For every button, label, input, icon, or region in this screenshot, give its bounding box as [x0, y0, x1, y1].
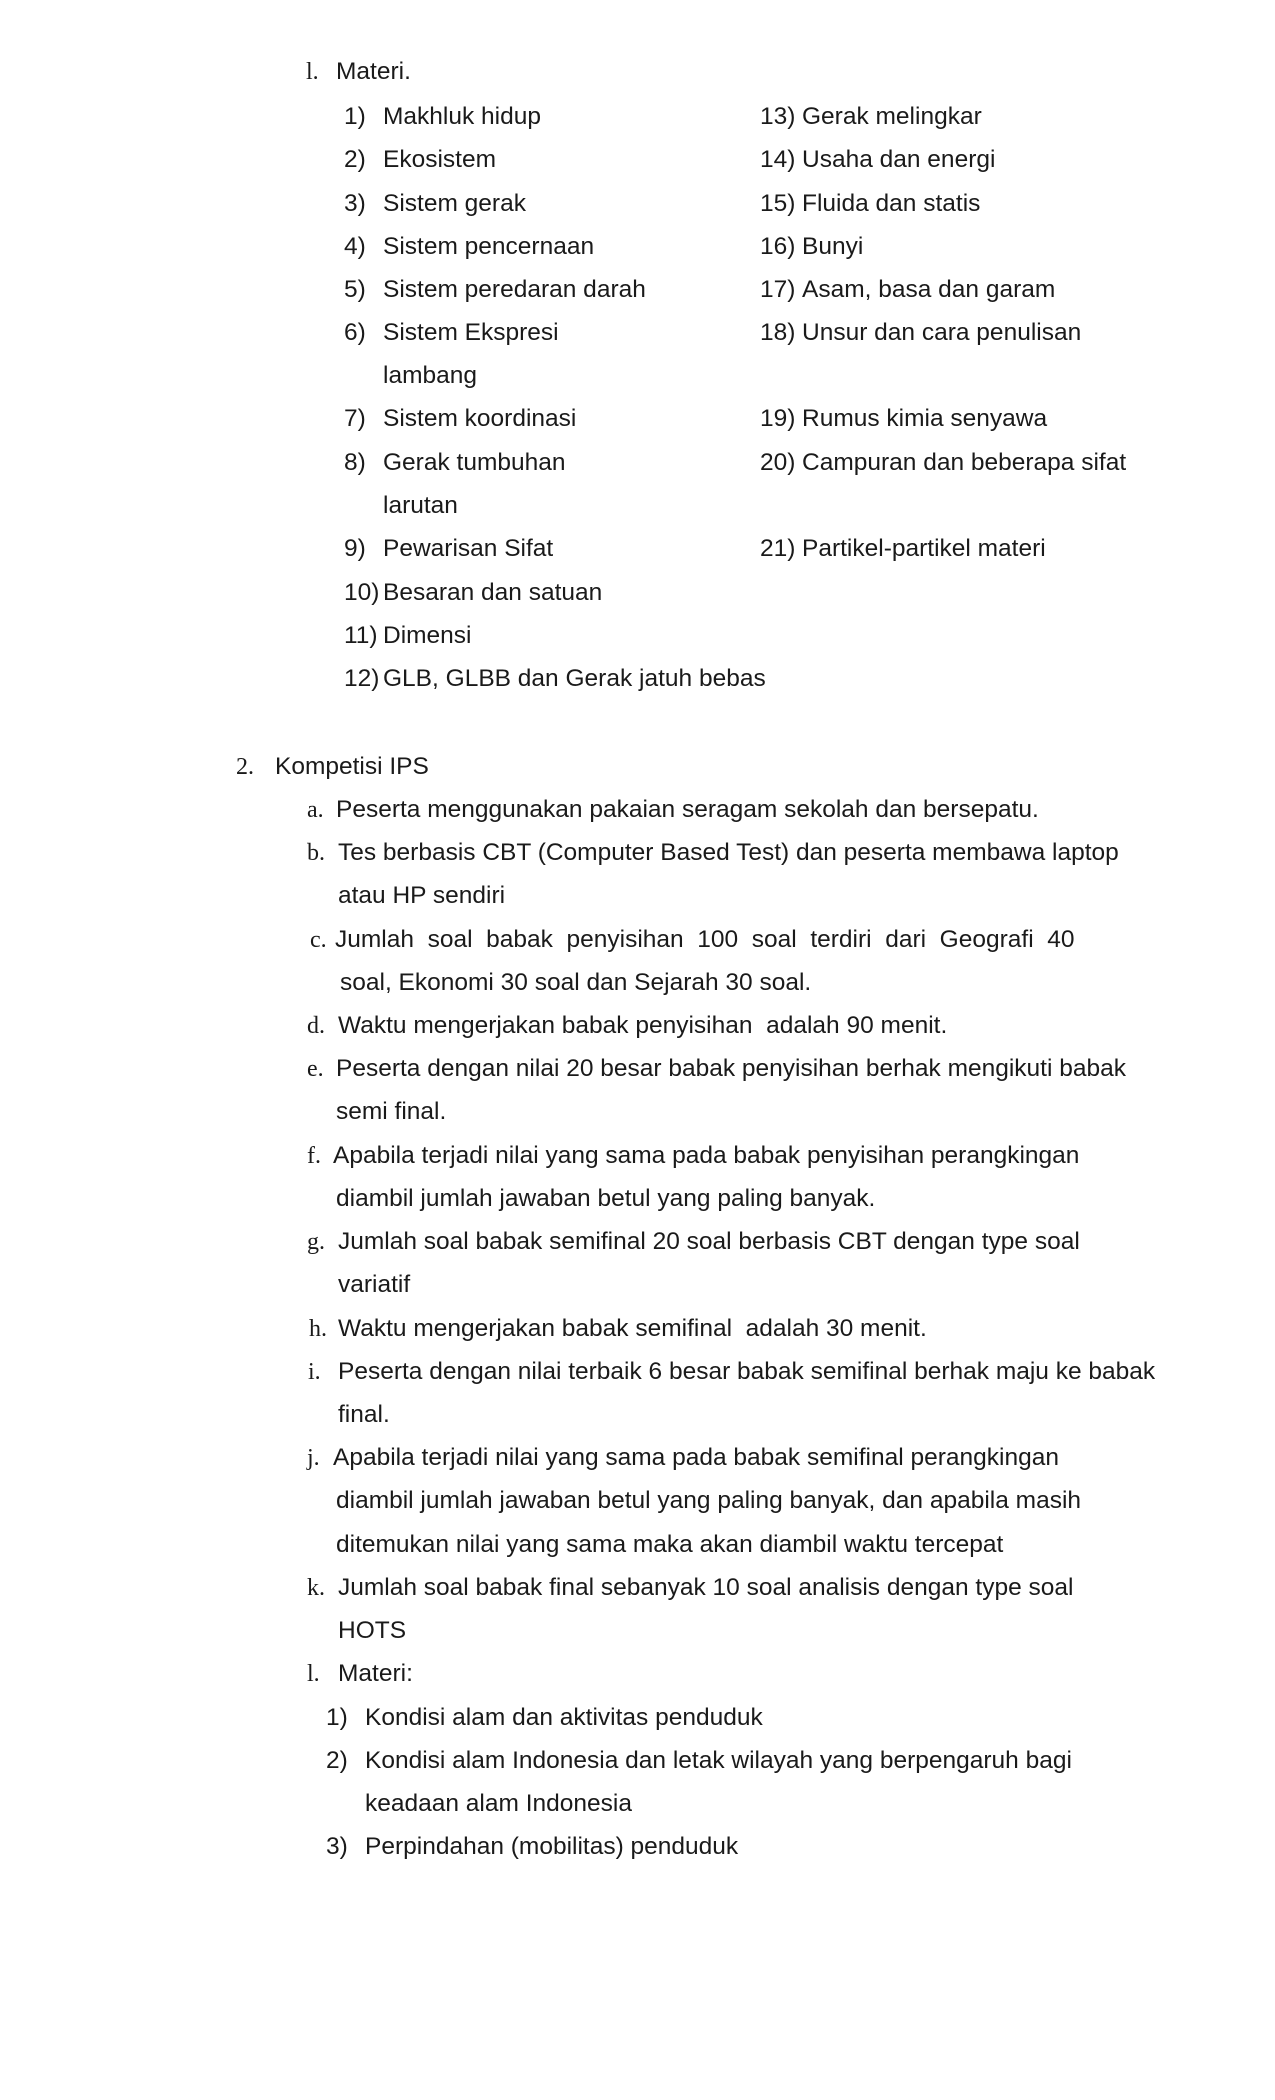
list-item: Kondisi alam Indonesia dan letak wilayah yang berpengaruh bagi [365, 1747, 1072, 1774]
list-number: 17) [760, 276, 796, 303]
rule-text: atau HP sendiri [338, 882, 506, 909]
list-number: 19) [760, 405, 796, 432]
rule-text: Apabila terjadi nilai yang sama pada babak penyisihan perangkingan [333, 1142, 1080, 1169]
rule-marker: f. [307, 1143, 321, 1169]
list-item: keadaan alam Indonesia [365, 1790, 632, 1817]
list-item: Perpindahan (mobilitas) penduduk [365, 1833, 739, 1860]
list-item: Gerak melingkar [802, 103, 982, 130]
rule-text: Jumlah soal babak semifinal 20 soal berbasis CBT dengan type soal [338, 1228, 1080, 1255]
list-item: Pewarisan Sifat [383, 535, 554, 562]
rule-text: Waktu mengerjakan babak penyisihan adalah 90 menit. [338, 1012, 948, 1039]
list-item: Rumus kimia senyawa [802, 405, 1048, 432]
list-number: 3) [344, 190, 366, 217]
rule-text: Tes berbasis CBT (Computer Based Test) dan peserta membawa laptop [338, 839, 1119, 866]
rule-marker: e. [307, 1056, 324, 1082]
list-number: 13) [760, 103, 796, 130]
list-item: Bunyi [802, 233, 864, 260]
rule-marker: k. [307, 1575, 325, 1601]
list-item: Sistem pencernaan [383, 233, 595, 260]
rule-marker: l. [307, 1661, 320, 1687]
list-item: GLB, GLBB dan Gerak jatuh bebas [383, 665, 766, 692]
rule-text: diambil jumlah jawaban betul yang paling banyak. [336, 1185, 876, 1212]
list-marker: l. [306, 59, 319, 85]
rule-marker: g. [307, 1229, 325, 1255]
rule-text: Waktu mengerjakan babak semifinal adalah 30 menit. [338, 1315, 927, 1342]
list-number: 12) [344, 665, 380, 692]
rule-text: Peserta menggunakan pakaian seragam sekolah dan bersepatu. [336, 796, 1039, 823]
rule-marker: b. [307, 840, 325, 866]
list-item: Sistem gerak [383, 190, 526, 217]
list-number: 6) [344, 319, 366, 346]
rule-marker: h. [309, 1316, 327, 1342]
list-item: Usaha dan energi [802, 146, 996, 173]
list-item: Besaran dan satuan [383, 579, 603, 606]
list-number: 16) [760, 233, 796, 260]
rule-text: Peserta dengan nilai terbaik 6 besar babak semifinal berhak maju ke babak [338, 1358, 1156, 1385]
list-number: 21) [760, 535, 796, 562]
rule-marker: d. [307, 1013, 325, 1039]
list-number: 1) [344, 103, 366, 130]
list-number: 15) [760, 190, 796, 217]
list-item: Sistem koordinasi [383, 405, 577, 432]
list-number: 14) [760, 146, 796, 173]
rule-marker: c. [310, 927, 327, 953]
rule-text: Peserta dengan nilai 20 besar babak penyisihan berhak mengikuti babak [336, 1055, 1126, 1082]
list-number: 11) [344, 622, 378, 649]
rule-text: diambil jumlah jawaban betul yang paling banyak, dan apabila masih [336, 1487, 1082, 1514]
rule-text: Materi: [338, 1660, 413, 1687]
list-number: 9) [344, 535, 366, 562]
list-number: 7) [344, 405, 366, 432]
rule-text: soal, Ekonomi 30 soal dan Sejarah 30 soal. [340, 969, 812, 996]
list-number: 2) [344, 146, 366, 173]
rule-text: ditemukan nilai yang sama maka akan diambil waktu tercepat [336, 1531, 1004, 1558]
list-item: Sistem Ekspresi [383, 319, 559, 346]
list-number: 3) [326, 1833, 348, 1860]
rule-text: HOTS [338, 1617, 407, 1644]
list-item: Campuran dan beberapa sifat [802, 449, 1127, 476]
list-item: Fluida dan statis [802, 190, 981, 217]
list-number: 5) [344, 276, 366, 303]
rule-marker: j. [307, 1445, 320, 1471]
list-item-wrap: larutan [383, 492, 458, 519]
list-number: 2) [326, 1747, 348, 1774]
list-item: Asam, basa dan garam [802, 276, 1056, 303]
list-item: Ekosistem [383, 146, 497, 173]
list-item: Gerak tumbuhan [383, 449, 566, 476]
rule-text: semi final. [336, 1098, 447, 1125]
rule-text: Jumlah soal babak final sebanyak 10 soal analisis dengan type soal [338, 1574, 1074, 1601]
section-title: Kompetisi IPS [275, 753, 429, 780]
rule-text: Apabila terjadi nilai yang sama pada babak semifinal perangkingan [333, 1444, 1059, 1471]
list-item: Partikel-partikel materi [802, 535, 1046, 562]
rule-text: final. [338, 1401, 390, 1428]
list-item-wrap: lambang [383, 362, 477, 389]
rule-marker: i. [308, 1359, 321, 1385]
list-number: 4) [344, 233, 366, 260]
rule-text: Jumlah soal babak penyisihan 100 soal terdiri dari Geografi 40 [335, 926, 1075, 953]
list-item: Dimensi [383, 622, 472, 649]
list-number: 18) [760, 319, 796, 346]
list-number: 8) [344, 449, 366, 476]
list-number: 10) [344, 579, 380, 606]
list-item: Sistem peredaran darah [383, 276, 646, 303]
list-item: Makhluk hidup [383, 103, 541, 130]
materi-heading: Materi. [336, 58, 411, 85]
list-item: Kondisi alam dan aktivitas penduduk [365, 1704, 763, 1731]
rule-text: variatif [338, 1271, 411, 1298]
list-item: Unsur dan cara penulisan [802, 319, 1082, 346]
list-number: 20) [760, 449, 796, 476]
list-number: 1) [326, 1704, 348, 1731]
section-number: 2. [236, 754, 254, 780]
rule-marker: a. [307, 797, 324, 823]
